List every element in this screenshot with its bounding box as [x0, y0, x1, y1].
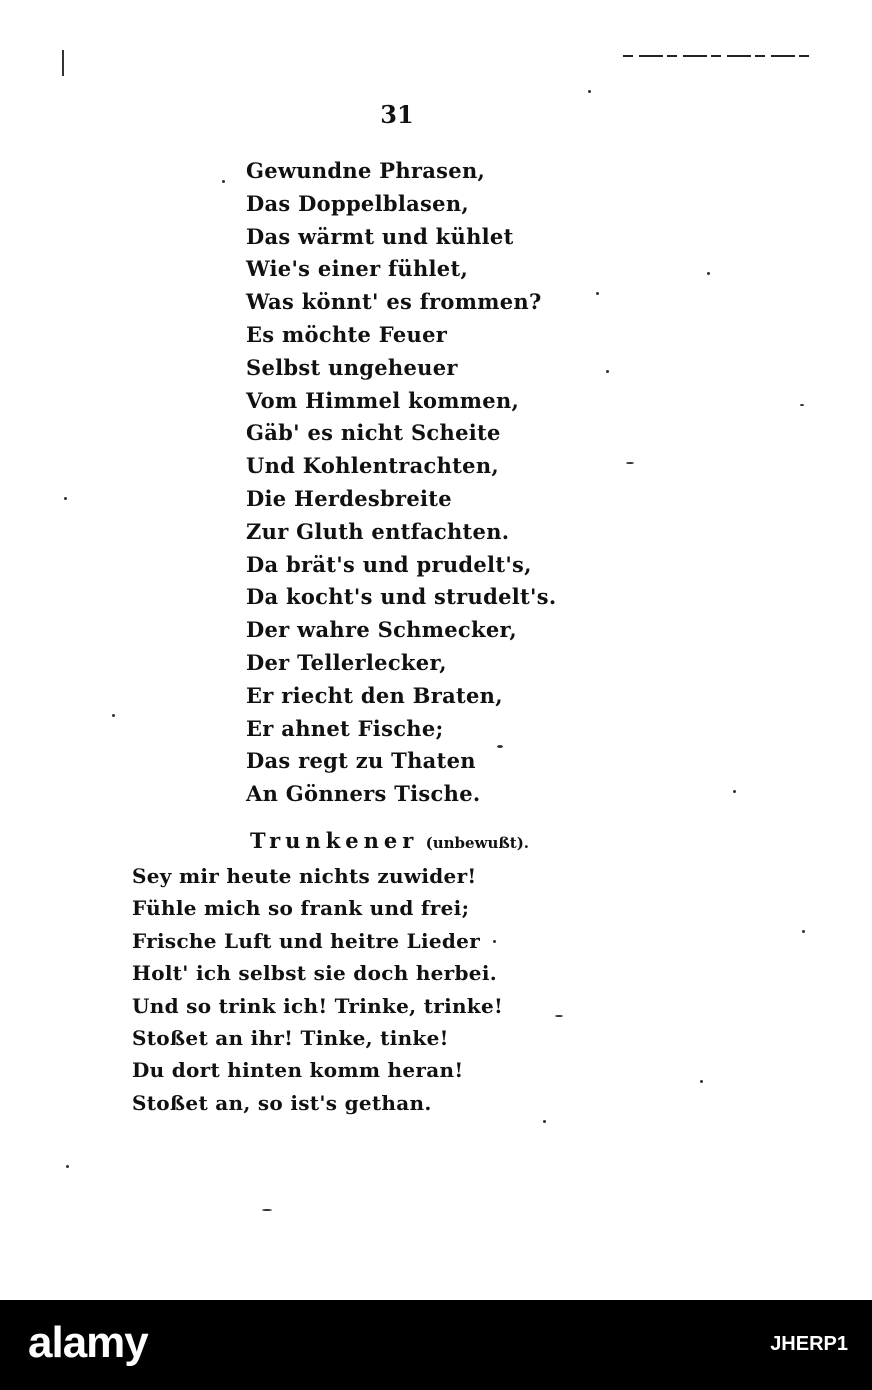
verse-line: Da kocht's und strudelt's. [246, 584, 557, 610]
verse-line: An Gönners Tische. [246, 781, 481, 807]
scan-speck [802, 930, 805, 933]
image-reference: JHERP1 [770, 1333, 848, 1355]
top-rule [623, 55, 813, 57]
verse-line: Der Tellerlecker, [246, 649, 447, 675]
verse-line: Das Doppelblasen, [246, 190, 470, 216]
verse-line: Stoßet an, so ist's gethan. [132, 1090, 432, 1115]
verse-line: Wie's einer fühlet, [246, 256, 469, 282]
verse-line: Die Herdesbreite [246, 485, 452, 511]
verse-line: Selbst ungeheuer [246, 354, 458, 380]
speaker-name: Trunkener [250, 828, 419, 853]
verse-line: Vom Himmel kommen, [246, 387, 520, 413]
verse-line: Was könnt' es frommen? [246, 289, 542, 315]
verse-line: Gäb' es nicht Scheite [246, 420, 501, 446]
speaker-heading [250, 828, 529, 853]
scan-speck [66, 1165, 69, 1168]
verse-line: Er riecht den Braten, [246, 682, 503, 708]
scan-speck [588, 90, 591, 93]
stanza-1 [246, 155, 556, 811]
verse-line: Und Kohlentrachten, [246, 453, 500, 479]
verse-line: Stoßet an ihr! Tinke, tinke! [132, 1025, 449, 1050]
verse-line: Es möchte Feuer [246, 321, 448, 347]
scan-speck [700, 1080, 703, 1083]
verse-line: Und so trink ich! Trinke, trinke! [132, 993, 504, 1018]
brand-logo: alamy [28, 1318, 148, 1367]
scan-speck [733, 790, 736, 793]
scan-speck [800, 404, 804, 406]
scan-speck [493, 940, 496, 943]
scan-speck [606, 370, 609, 373]
verse-line: Fühle mich so frank und frei; [132, 896, 470, 921]
stanza-2 [132, 860, 503, 1119]
verse-line: Das regt zu Thaten [246, 748, 476, 774]
verse-line: Du dort hinten komm heran! [132, 1058, 464, 1083]
scan-speck [543, 1120, 546, 1123]
verse-line: Der wahre Schmecker, [246, 617, 517, 643]
scan-speck [497, 745, 503, 748]
scan-speck [112, 714, 115, 717]
scan-speck [262, 1209, 272, 1211]
verse-line: Holt' ich selbst sie doch herbei. [132, 961, 497, 986]
verse-line: Da brät's und prudelt's, [246, 551, 532, 577]
verse-line: Das wärmt und kühlet [246, 223, 514, 249]
scan-speck [64, 497, 67, 500]
verse-line: Sey mir heute nichts zuwider! [132, 864, 477, 888]
scan-speck [707, 272, 710, 275]
scan-speck [596, 292, 599, 295]
scan-speck [222, 180, 225, 183]
scan-speck [555, 1015, 563, 1017]
verse-line: Frische Luft und heitre Lieder [132, 928, 481, 953]
verse-line: Zur Gluth entfachten. [246, 518, 510, 544]
margin-mark [62, 50, 64, 76]
stage-direction: (unbewußt). [425, 834, 530, 852]
scan-speck [626, 462, 634, 464]
page-number: 31 [380, 100, 414, 129]
verse-line: Er ahnet Fische; [246, 715, 444, 741]
verse-line: Gewundne Phrasen, [246, 158, 486, 183]
